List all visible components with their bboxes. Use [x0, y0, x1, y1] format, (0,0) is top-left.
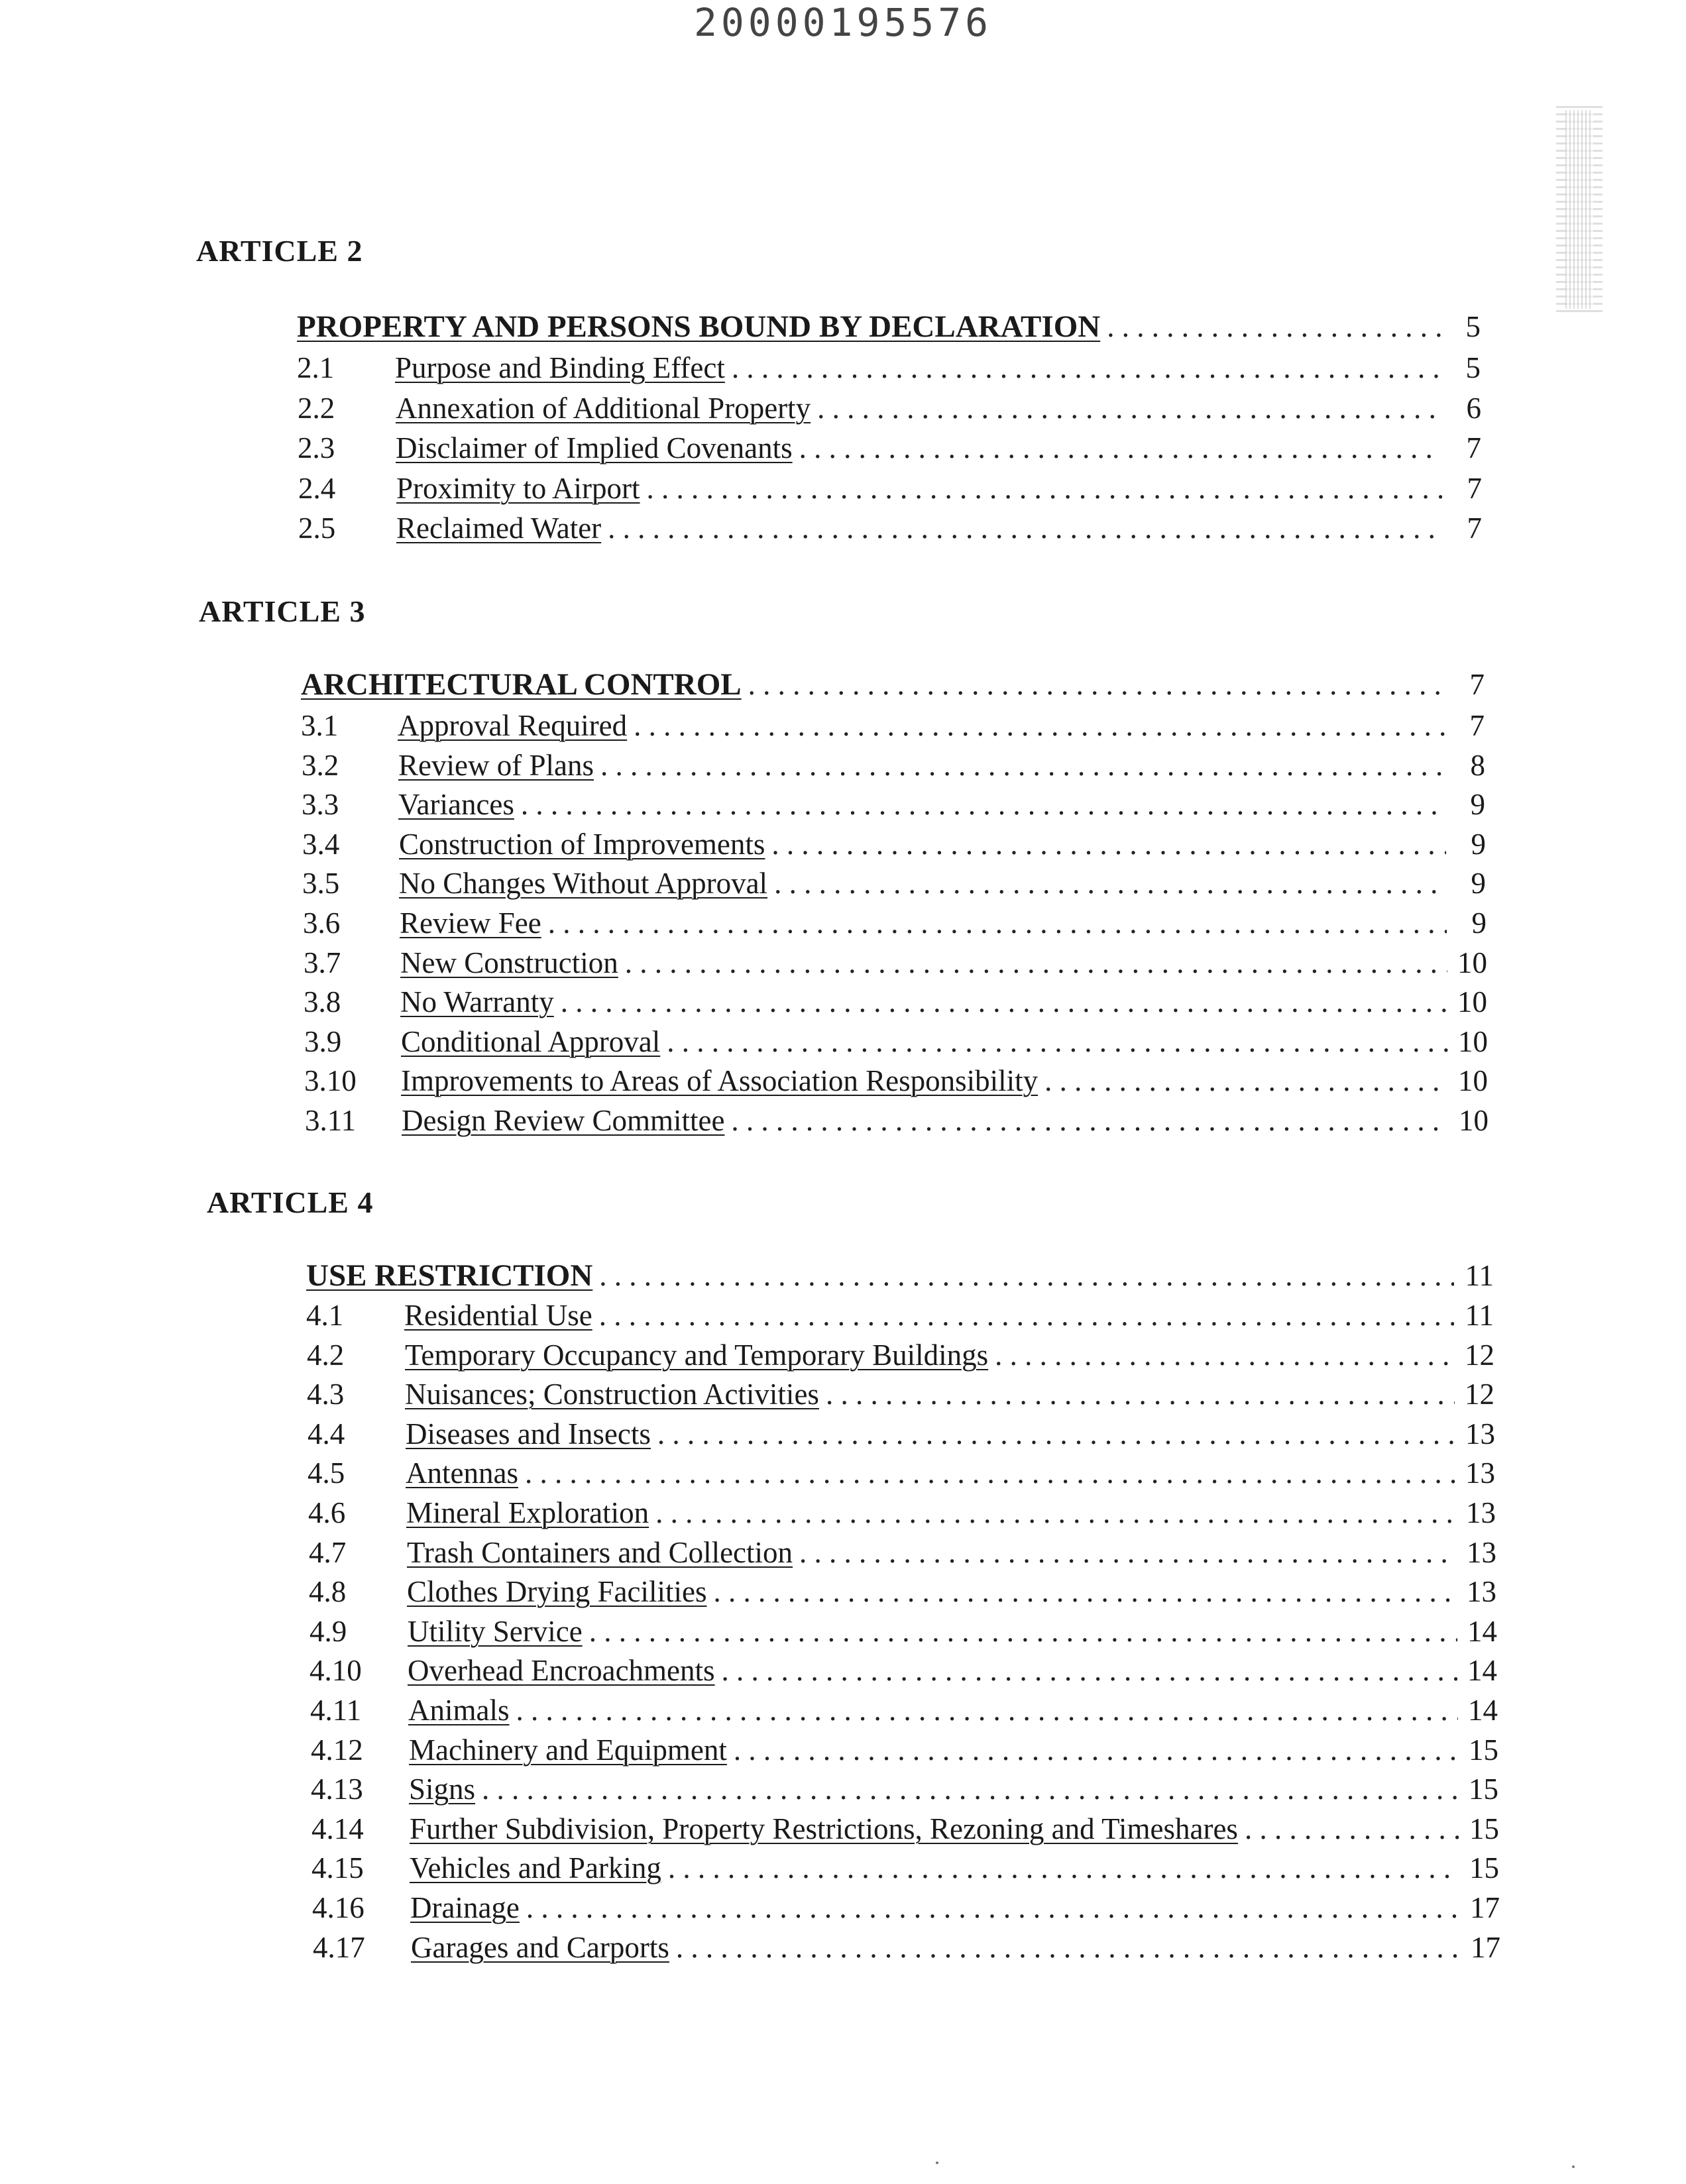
entry-title-link[interactable]: Drainage	[410, 1891, 520, 1924]
dot-leader	[771, 825, 1446, 863]
toc-entry-row	[310, 1691, 1498, 1729]
page-number: 7	[1467, 472, 1482, 505]
page-number: 9	[1471, 867, 1486, 900]
entry-title-link[interactable]: Construction of Improvements	[399, 828, 765, 861]
dot-leader	[608, 509, 1442, 547]
entry-number: 2.3	[298, 431, 335, 464]
dot-leader	[732, 349, 1441, 387]
dot-leader	[599, 1256, 1454, 1295]
toc-entry-row	[303, 904, 1487, 942]
toc-entry-row	[308, 1454, 1495, 1492]
entry-number: 4.13	[311, 1773, 363, 1806]
toc-entry-row	[313, 1928, 1500, 1967]
dot-leader	[526, 1888, 1460, 1927]
entry-title-link[interactable]: Animals	[408, 1694, 510, 1727]
page-number: 13	[1467, 1575, 1496, 1608]
entry-number: 4.16	[312, 1891, 365, 1924]
toc-entry-row	[312, 1888, 1500, 1927]
toc-entry-row	[298, 429, 1481, 467]
entry-number: 4.14	[311, 1812, 364, 1845]
page-number: 10	[1457, 946, 1487, 979]
entry-number: 3.2	[302, 749, 339, 782]
entry-title-link[interactable]: Machinery and Equipment	[409, 1733, 727, 1767]
entry-number: 3.8	[304, 985, 341, 1018]
article-title-link[interactable]: ARCHITECTURAL CONTROL	[301, 667, 742, 702]
entry-number: 2.5	[298, 512, 336, 545]
entry-title-link[interactable]: Annexation of Additional Property	[396, 392, 811, 425]
entry-title-link[interactable]: Antennas	[406, 1456, 518, 1490]
page-number: 17	[1470, 1891, 1500, 1924]
dot-leader	[731, 1101, 1449, 1140]
page-number: 15	[1469, 1851, 1499, 1884]
dot-leader	[625, 944, 1447, 982]
toc-entry-row	[301, 706, 1485, 745]
entry-title-link[interactable]: No Changes Without Approval	[399, 867, 768, 900]
page-number: 13	[1467, 1536, 1496, 1569]
toc-entry-row	[305, 1101, 1489, 1140]
entry-title-link[interactable]: Temporary Occupancy and Temporary Buildings	[405, 1338, 989, 1372]
toc-entry-row	[304, 1022, 1488, 1061]
page-number: 7	[1467, 512, 1482, 545]
dot-leader	[647, 469, 1442, 508]
entry-title-link[interactable]: Nuisances; Construction Activities	[405, 1378, 819, 1411]
page-number: 10	[1457, 985, 1487, 1018]
dot-leader	[817, 389, 1441, 427]
page-number: 13	[1466, 1496, 1496, 1529]
toc-entry-row	[304, 944, 1487, 982]
article-heading: ARTICLE 4	[207, 1185, 374, 1219]
page-number: 17	[1471, 1931, 1500, 1964]
dot-leader	[774, 864, 1446, 902]
article-main-row	[306, 1256, 1494, 1295]
toc-entry-row	[302, 746, 1485, 785]
entry-title-link[interactable]: Approval Required	[398, 709, 628, 742]
entry-title-link[interactable]: Further Subdivision, Property Restrictions, Rezoning and Timeshares	[410, 1812, 1238, 1845]
dot-leader	[561, 983, 1447, 1021]
article-title-link[interactable]: USE RESTRICTION	[306, 1258, 593, 1293]
entry-title-link[interactable]: Vehicles and Parking	[410, 1851, 661, 1884]
entry-number: 4.3	[307, 1378, 345, 1411]
dot-leader	[734, 1731, 1459, 1769]
entry-number: 3.4	[302, 828, 340, 861]
dot-leader	[634, 706, 1445, 745]
page-number: 7	[1469, 668, 1485, 701]
entry-title-link[interactable]: Residential Use	[404, 1299, 592, 1332]
toc-entry-row	[309, 1612, 1497, 1651]
toc-entry-row	[309, 1533, 1496, 1572]
entry-title-link[interactable]: Variances	[398, 788, 514, 821]
page-number: 5	[1465, 351, 1481, 384]
entry-title-link[interactable]: Conditional Approval	[401, 1025, 661, 1058]
page-number: 13	[1465, 1456, 1495, 1490]
page-number: 11	[1465, 1299, 1494, 1332]
toc-entry-row	[302, 825, 1486, 863]
dot-leader	[1245, 1810, 1459, 1848]
toc-entry-row	[309, 1572, 1496, 1611]
entry-title-link[interactable]: Review of Plans	[398, 749, 594, 782]
entry-title-link[interactable]: Review Fee	[400, 906, 541, 940]
toc-entry-row	[297, 349, 1481, 387]
toc-entry-row	[311, 1810, 1499, 1848]
entry-title-link[interactable]: Utility Service	[408, 1615, 583, 1648]
scan-speck	[1572, 2165, 1575, 2168]
entry-number: 3.1	[301, 709, 339, 742]
toc-entry-row	[308, 1494, 1496, 1532]
dot-leader	[667, 1022, 1448, 1061]
dot-leader	[482, 1770, 1459, 1808]
entry-title-link[interactable]: Diseases and Insects	[406, 1417, 651, 1450]
page-number: 12	[1465, 1378, 1494, 1411]
entry-title-link[interactable]: Design Review Committee	[402, 1104, 725, 1137]
entry-number: 3.6	[303, 906, 341, 940]
entry-title-link[interactable]: Proximity to Airport	[396, 472, 640, 505]
page-number: 14	[1468, 1694, 1498, 1727]
entry-number: 4.11	[310, 1694, 362, 1727]
entry-title-link[interactable]: Signs	[409, 1773, 476, 1806]
entry-title-link[interactable]: Overhead Encroachments	[408, 1654, 715, 1687]
toc-entry-row	[302, 864, 1486, 902]
toc-entry-row	[298, 469, 1482, 508]
page-number: 10	[1459, 1104, 1489, 1137]
toc-entry-row	[304, 1062, 1488, 1100]
entry-number: 4.1	[306, 1299, 344, 1332]
article-title-link[interactable]: PROPERTY AND PERSONS BOUND BY DECLARATION	[297, 309, 1101, 344]
page-number: 12	[1465, 1338, 1494, 1372]
entry-number: 4.7	[309, 1536, 347, 1569]
entry-number: 2.1	[297, 351, 335, 384]
entry-title-link[interactable]: Mineral Exploration	[406, 1496, 649, 1529]
dot-leader	[668, 1849, 1459, 1887]
toc-entry-row	[298, 509, 1482, 547]
document-number: 20000195576	[693, 0, 993, 45]
toc-entry-row	[307, 1336, 1494, 1374]
entry-number: 2.4	[298, 472, 336, 505]
page-number: 5	[1465, 310, 1481, 343]
entry-number: 4.5	[308, 1456, 345, 1490]
entry-number: 3.10	[304, 1064, 357, 1097]
entry-number: 4.17	[313, 1931, 365, 1964]
entry-title-link[interactable]: Trash Containers and Collection	[407, 1536, 793, 1569]
page-number: 7	[1466, 431, 1481, 464]
page-number: 7	[1469, 709, 1485, 742]
page-number: 10	[1458, 1025, 1488, 1058]
article-main-row	[297, 307, 1481, 346]
entry-number: 4.12	[311, 1733, 363, 1767]
page-number: 15	[1469, 1812, 1499, 1845]
entry-number: 3.11	[305, 1104, 357, 1137]
entry-title-link[interactable]: Disclaimer of Implied Covenants	[396, 431, 793, 464]
dot-leader	[655, 1494, 1456, 1532]
entry-number: 3.3	[302, 788, 339, 821]
toc-entry-row	[306, 1296, 1494, 1335]
dot-leader	[589, 1612, 1457, 1651]
entry-number: 2.2	[298, 392, 335, 425]
page-number: 10	[1458, 1064, 1488, 1097]
dot-leader	[826, 1375, 1455, 1413]
dot-leader	[1044, 1062, 1448, 1100]
scan-stamp-mark	[1556, 103, 1602, 315]
entry-title-link[interactable]: Reclaimed Water	[396, 512, 602, 545]
toc-entry-row	[311, 1849, 1499, 1887]
dot-leader	[548, 904, 1447, 942]
toc-entry-row	[302, 785, 1485, 824]
dot-leader	[799, 1533, 1457, 1572]
article-heading: ARTICLE 2	[196, 234, 363, 268]
dot-leader	[799, 429, 1441, 467]
page-number: 14	[1467, 1615, 1497, 1648]
entry-number: 4.9	[309, 1615, 347, 1648]
page-number: 13	[1465, 1417, 1495, 1450]
entry-number: 3.9	[304, 1025, 342, 1058]
page-number: 9	[1471, 906, 1487, 940]
toc-entry-row	[308, 1415, 1495, 1453]
dot-leader	[599, 1296, 1454, 1335]
entry-title-link[interactable]: New Construction	[400, 946, 618, 979]
entry-number: 4.10	[309, 1654, 362, 1687]
dot-leader	[521, 785, 1445, 824]
page-number: 6	[1466, 392, 1481, 425]
dot-leader	[995, 1336, 1455, 1374]
toc-entry-row	[311, 1770, 1498, 1808]
entry-number: 3.5	[302, 867, 340, 900]
dot-leader	[748, 665, 1445, 704]
article-main-row	[301, 665, 1485, 704]
page-number: 9	[1470, 788, 1485, 821]
entry-number: 4.6	[308, 1496, 346, 1529]
dot-leader	[713, 1572, 1457, 1611]
dot-leader	[722, 1651, 1457, 1690]
page-number: 8	[1470, 749, 1485, 782]
entry-number: 4.2	[307, 1338, 345, 1372]
toc-entry-row	[304, 983, 1487, 1021]
toc-entry-row	[311, 1731, 1498, 1769]
dot-leader	[676, 1928, 1461, 1967]
entry-title-link[interactable]: Garages and Carports	[411, 1931, 669, 1964]
entry-title-link[interactable]: Purpose and Binding Effect	[395, 351, 725, 384]
toc-entry-row	[309, 1651, 1497, 1690]
entry-number: 4.8	[309, 1575, 347, 1608]
entry-title-link[interactable]: Clothes Drying Facilities	[407, 1575, 707, 1608]
page-number: 15	[1469, 1733, 1498, 1767]
dot-leader	[1107, 307, 1441, 346]
entry-title-link[interactable]: No Warranty	[400, 985, 554, 1018]
dot-leader	[600, 746, 1445, 785]
dot-leader	[525, 1454, 1455, 1492]
entry-number: 3.7	[304, 946, 341, 979]
article-heading: ARTICLE 3	[199, 594, 366, 628]
page-number: 15	[1469, 1773, 1498, 1806]
entry-title-link[interactable]: Improvements to Areas of Association Responsibility	[401, 1064, 1039, 1097]
scan-speck	[936, 2161, 938, 2164]
toc-entry-row	[307, 1375, 1494, 1413]
entry-number: 4.15	[311, 1851, 364, 1884]
page-number: 14	[1467, 1654, 1497, 1687]
dot-leader	[657, 1415, 1455, 1453]
entry-number: 4.4	[308, 1417, 345, 1450]
toc-entry-row	[298, 389, 1481, 427]
page-number: 11	[1465, 1259, 1494, 1292]
page-number: 9	[1471, 828, 1486, 861]
dot-leader	[516, 1691, 1459, 1729]
